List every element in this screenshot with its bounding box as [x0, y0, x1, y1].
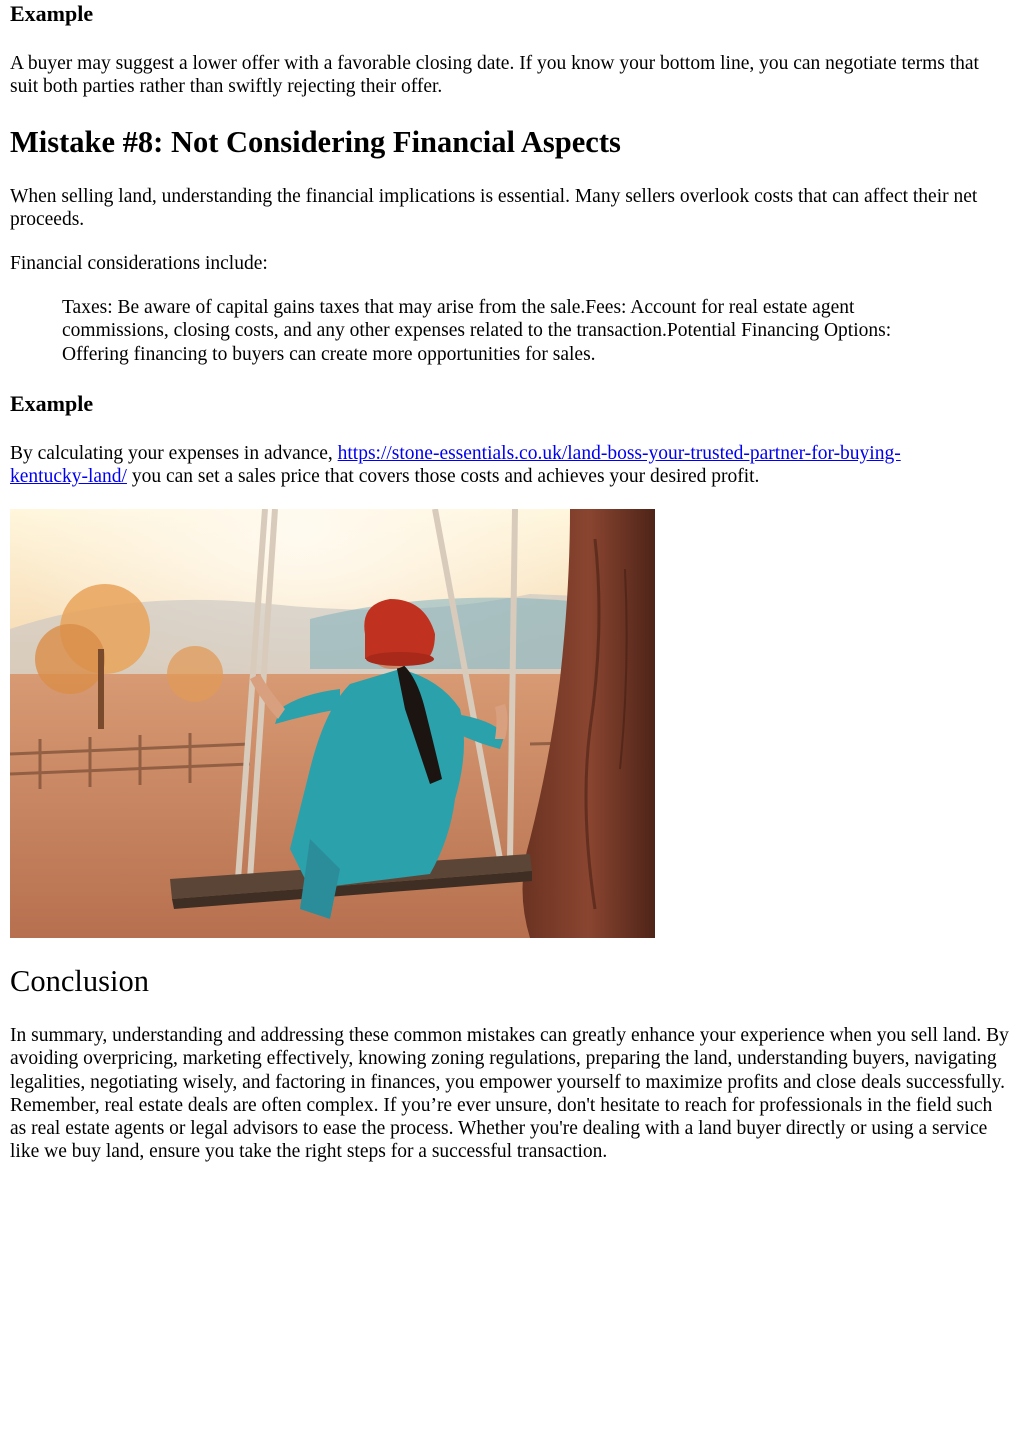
- example2-paragraph: [10, 442, 970, 489]
- mistake8-heading: Mistake #8: Not Considering Financial Aspects: [10, 125, 621, 159]
- stone-essentials-link[interactable]: https://stone-essentials.co.uk/land-boss-your-trusted-partner-for-buying-kentucky-land/: [10, 443, 901, 488]
- photo-illustration: [10, 509, 655, 938]
- example-heading: Example: [10, 1, 94, 26]
- example2-heading: Example: [10, 391, 94, 416]
- financial-lead: Financial considerations include:: [10, 253, 268, 274]
- woman-on-swing-photo: [10, 509, 655, 938]
- conclusion-paragraph: In summary, understanding and addressing these common mistakes can greatly enhance your experience when you sell land. By avoiding overpricing, marketing effectively, knowing zoning regulations, preparing the land, understanding buyers, navigating legalities, negotiating wisely, and factoring in finances, you empower yourself to maximize profits and close deals successfully. Remember, real estate deals are often complex. If you’re ever unsure, don't hesitate to reach for professionals in the field such as real estate agents or legal advisors to ease the process. Whether you're dealing with a land buyer directly or using a service like we buy land, ensure you take the right steps for a successful transaction.: [10, 1025, 1009, 1163]
- example2-text-after: you can set a sales price that covers those costs and achieves your desired profit.: [126, 466, 760, 488]
- mistake8-intro: When selling land, understanding the financial implications is essential. Many sellers overlook costs that can affect their net proceeds.: [10, 186, 978, 231]
- conclusion-heading: Conclusion: [10, 964, 149, 998]
- example2-text-before: By calculating your expenses in advance,: [10, 443, 338, 464]
- financial-list: Taxes: Be aware of capital gains taxes that may arise from the sale.Fees: Account for real estate agent commissions, closing costs, and any other expenses related to the transaction.Potential Financing Options: Offering financing to buyers can create more opportunities for sales.: [62, 297, 892, 365]
- example-paragraph: A buyer may suggest a lower offer with a favorable closing date. If you know your bottom line, you can negotiate terms that suit both parties rather than swiftly rejecting their offer.: [10, 53, 979, 98]
